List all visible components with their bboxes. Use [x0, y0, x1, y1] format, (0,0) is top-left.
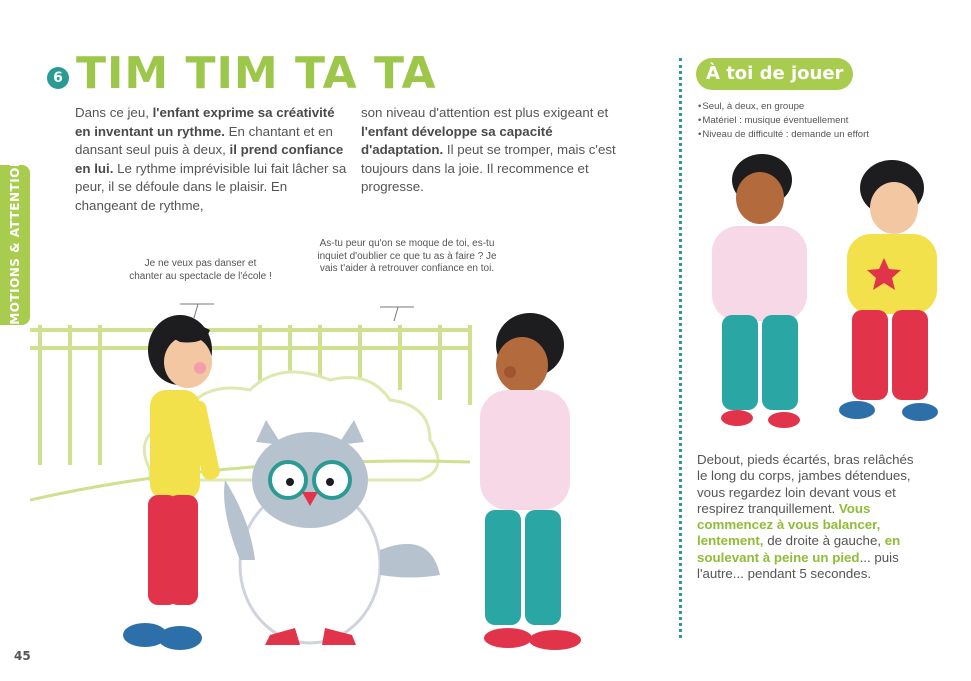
intro-column-2	[361, 104, 621, 197]
girl-standing-drawing	[839, 160, 938, 421]
text-run: Le rythme imprévisible lui fait lâcher sa peur, il se défoule dans le plaisir. En changeant de rythme,	[75, 160, 347, 213]
section-side-tab-label: ÉMOTIONS & ATTENTION	[8, 156, 22, 334]
boy-standing-drawing	[712, 154, 807, 428]
scene-illustration	[30, 230, 640, 660]
girl-character	[123, 315, 221, 650]
bold-text-run: en soulevant à peine un pied	[697, 533, 901, 565]
text-run: Debout, pieds écartés, bras relâchés le long du corps, jambes détendues, vous regardez loin devant vous et respirez tranquillement.	[697, 452, 914, 516]
bold-text-run: il prend confiance en lui.	[75, 142, 344, 176]
section-side-tab	[0, 156, 30, 334]
info-bullet: • Niveau de difficulté : demande un effort	[698, 128, 869, 142]
text-run: ... puis l'autre... pendant 5 secondes.	[697, 549, 899, 582]
text-run: de droite à gauche,	[763, 533, 885, 549]
bold-text-run: l'enfant développe sa capacité d'adaptation.	[361, 123, 553, 157]
info-bullet: • Matériel : musique éventuellement	[698, 114, 869, 128]
speech-tail-girl	[180, 300, 214, 320]
bold-text-run: Vous commencez à vous balancer, lentement,	[697, 500, 881, 549]
page-title: TIM TIM TA TA	[76, 48, 437, 99]
boy-character	[480, 313, 581, 650]
speech-bubble-girl: Je ne veux pas danser et chanter au spectacle de l'école !	[129, 258, 272, 282]
intro-column-1	[75, 104, 350, 215]
right-heading: À toi de jouer	[696, 58, 853, 90]
speech-bubble-boy: As-tu peur qu'on se moque de toi, es-tu inquiet d'oublier ce que tu as à faire ? Je vais t'aider à retrouver confiance en toi.	[317, 238, 497, 274]
activity-number-badge: 6	[47, 67, 69, 89]
info-bullets	[698, 100, 869, 142]
page-number: 45	[14, 649, 31, 663]
page-divider	[679, 58, 682, 638]
info-bullet: • Seul, à deux, en groupe	[698, 100, 869, 114]
instructions-text	[697, 452, 917, 582]
children-illustration	[692, 150, 952, 440]
text-run: Dans ce jeu,	[75, 105, 153, 120]
text-run: Il peut se tromper, mais c'est toujours dans la joie. Il recommence et progresse.	[361, 142, 616, 194]
speech-tail-boy	[380, 303, 414, 323]
bold-text-run: l'enfant exprime sa créativité en inventant un rythme.	[75, 105, 335, 139]
text-run: son niveau d'attention est plus exigeant et	[361, 105, 609, 120]
text-run: En chantant et en dansant seul puis à deux,	[75, 123, 333, 157]
